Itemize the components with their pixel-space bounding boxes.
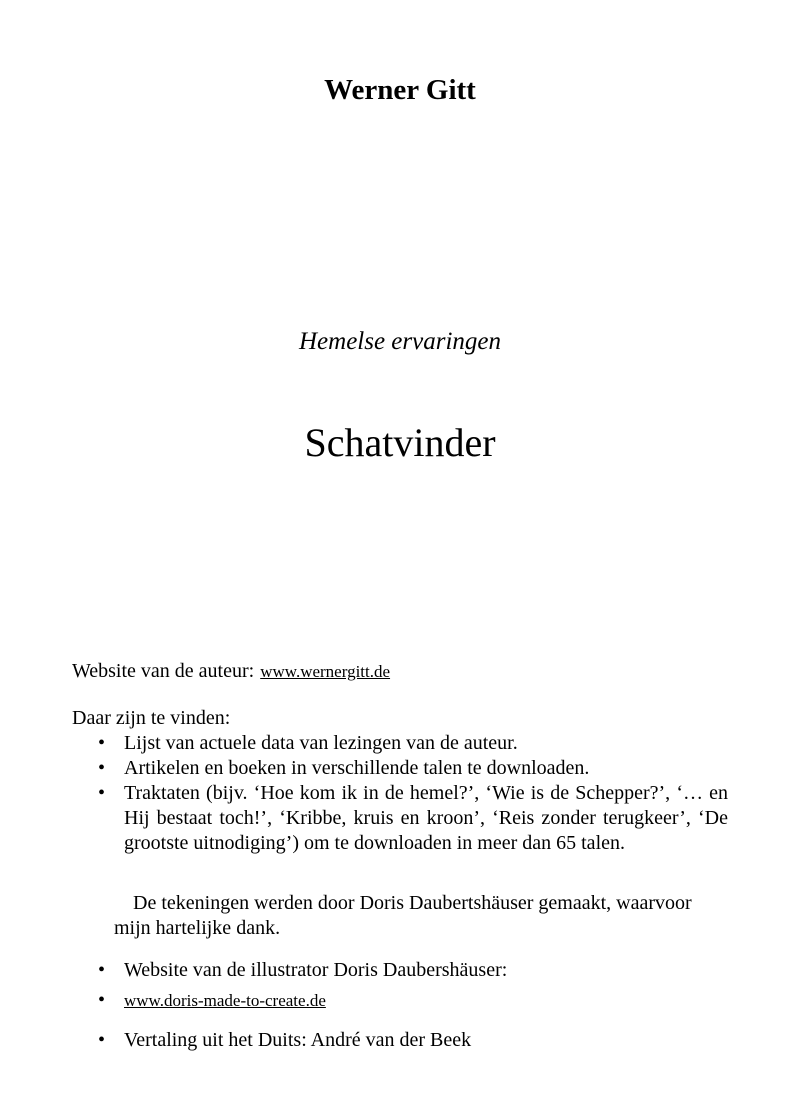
findings-item-text: Lijst van actuele data van lezingen van de auteur. xyxy=(124,732,518,754)
bullet-icon: • xyxy=(98,732,106,754)
illustrator-website-link[interactable]: www.doris-made-to-create.de xyxy=(124,991,326,1010)
bullet-icon: • xyxy=(98,757,106,779)
illustrator-credit-label: Website van de illustrator Doris Daubershäuser: xyxy=(124,959,508,981)
bullet-icon: • xyxy=(98,782,106,804)
book-title: Schatvinder xyxy=(304,420,496,465)
bullet-icon: • xyxy=(98,989,106,1011)
findings-item-text: Artikelen en boeken in verschillende talen te downloaden. xyxy=(124,757,590,779)
findings-intro: Daar zijn te vinden: xyxy=(72,707,231,729)
translation-credit-line xyxy=(98,1028,728,1053)
bullet-icon: • xyxy=(98,959,106,981)
list-item xyxy=(98,731,728,756)
bullet-icon: • xyxy=(98,1029,106,1051)
acknowledgement-paragraph: De tekeningen werden door Doris Daubertshäuser gemaakt, waarvoor mijn hartelijke dank. xyxy=(114,892,692,939)
series-title: Hemelse ervaringen xyxy=(298,328,501,355)
author-website-link[interactable]: www.wernergitt.de xyxy=(260,662,391,681)
findings-list xyxy=(98,731,728,856)
translation-credit-text: Vertaling uit het Duits: André van der Beek xyxy=(124,1029,472,1051)
findings-section xyxy=(72,706,728,856)
author-website-line xyxy=(72,659,390,684)
author-website-label: Website van de auteur: xyxy=(72,660,255,682)
findings-item-text: Traktaten (bijv. ‘Hoe kom ik in de hemel?’, ‘Wie is de Schepper?’, ‘… en Hij bestaat toch!’, ‘Kribbe, kruis en kroon’, ‘Reis zonder terugkeer’, ‘De grootste uitnodiging’) om te downloaden in meer dan 65 talen. xyxy=(124,782,728,854)
illustrator-website-line xyxy=(98,988,728,1013)
list-item xyxy=(98,781,728,856)
illustrator-credit-line xyxy=(98,958,728,983)
list-item xyxy=(98,756,728,781)
author-name: Werner Gitt xyxy=(324,74,476,106)
